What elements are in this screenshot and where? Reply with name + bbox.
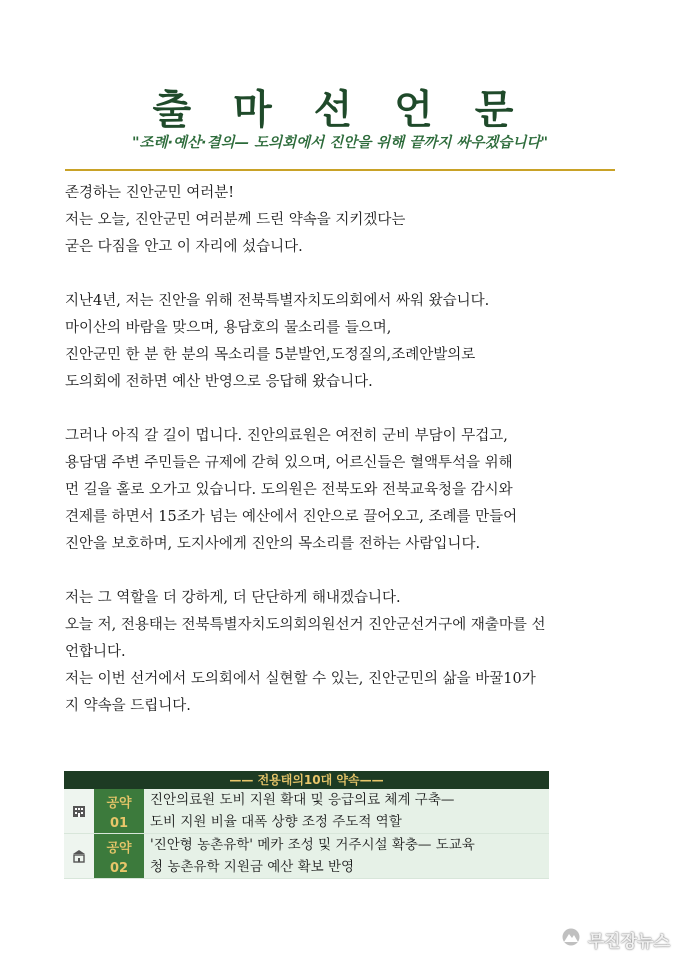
body-text [65, 180, 625, 747]
text-line: 먼 길을 홀로 오가고 있습니다. 도의원은 전북도와 전북교육청을 감시와 [65, 482, 513, 498]
text-line: 저는 그 역할을 더 강하게, 더 단단하게 해내겠습니다. [65, 590, 401, 606]
pledge-table [64, 771, 549, 879]
document-subtitle: "조례·예산·결의— 도의회에서 진안을 위해 끝까지 싸우겠습니다" [131, 135, 549, 151]
text-line: 저는 이번 선거에서 도의회에서 실현할 수 있는, 진안군민의 삶을 바꿀10가 [65, 671, 536, 687]
pledge-tag-label: 공약 [106, 795, 132, 811]
text-line: 견제를 하면서 15조가 넘는 예산에서 진안으로 끌어오고, 조례를 만들어 [65, 509, 518, 525]
text-line: '진안형 농촌유학' 메카 조성 및 거주시설 확충— 도교육 [150, 837, 475, 853]
watermark-text: 무진장뉴스 [587, 931, 670, 952]
text-line: 도비 지원 비율 대폭 상향 조정 주도적 역할 [150, 814, 402, 830]
text-line: 마이산의 바람을 맞으며, 용담호의 물소리를 들으며, [65, 320, 392, 336]
text-line: 진안을 보호하며, 도지사에게 진안의 목소리를 전하는 사람입니다. [65, 536, 481, 552]
pledge-tag-number: 01 [109, 815, 129, 831]
text-line: 언합니다. [65, 644, 126, 660]
pledge-tag-number: 02 [109, 860, 129, 876]
pledge-tag-label: 공약 [106, 840, 132, 856]
document-title: 출 마 선 언 문 [152, 87, 528, 133]
text-line: 지 약속을 드립니다. [65, 698, 191, 714]
divider [65, 169, 615, 171]
text-line: 진안군민 한 분 한 분의 목소리를 5분발언,도정질의,조례안발의로 [65, 347, 476, 363]
paragraph-2 [65, 288, 625, 396]
pledge-row [64, 789, 549, 834]
pledge-tag [94, 834, 144, 878]
pledge-tag [94, 789, 144, 833]
text-line: 굳은 다짐을 안고 이 자리에 섰습니다. [65, 239, 303, 255]
pledge-description [144, 789, 549, 833]
watermark [520, 925, 670, 953]
pledge-table-header: —— 전용태의10대 약속—— [64, 771, 549, 789]
paragraph-4 [65, 585, 625, 720]
paragraph-3 [65, 423, 625, 558]
text-line: 청 농촌유학 지원금 예산 확보 반영 [150, 859, 355, 875]
text-line: 존경하는 진안군민 여러분! [65, 185, 235, 201]
text-line: 지난4년, 저는 진안을 위해 전북특별자치도의회에서 싸워 왔습니다. [65, 293, 490, 309]
paragraph-1 [65, 180, 625, 261]
mountain-logo-icon [560, 928, 582, 951]
text-line: 저는 오늘, 진안군민 여러분께 드린 약속을 지키겠다는 [65, 212, 406, 228]
school-icon [64, 834, 94, 878]
text-line: 용담댐 주변 주민들은 규제에 갇혀 있으며, 어르신들은 혈액투석을 위해 [65, 455, 513, 471]
text-line: 도의회에 전하면 예산 반영으로 응답해 왔습니다. [65, 374, 373, 390]
hospital-icon [64, 789, 94, 833]
pledge-row [64, 834, 549, 879]
text-line: 오늘 저, 전용태는 전북특별자치도의회의원선거 진안군선거구에 재출마를 선 [65, 617, 546, 633]
text-line: 진안의료원 도비 지원 확대 및 응급의료 체계 구축— [150, 792, 455, 808]
text-line: 그러나 아직 갈 길이 멉니다. 진안의료원은 여전히 군비 부담이 무겁고, [65, 428, 508, 444]
pledge-description [144, 834, 549, 878]
